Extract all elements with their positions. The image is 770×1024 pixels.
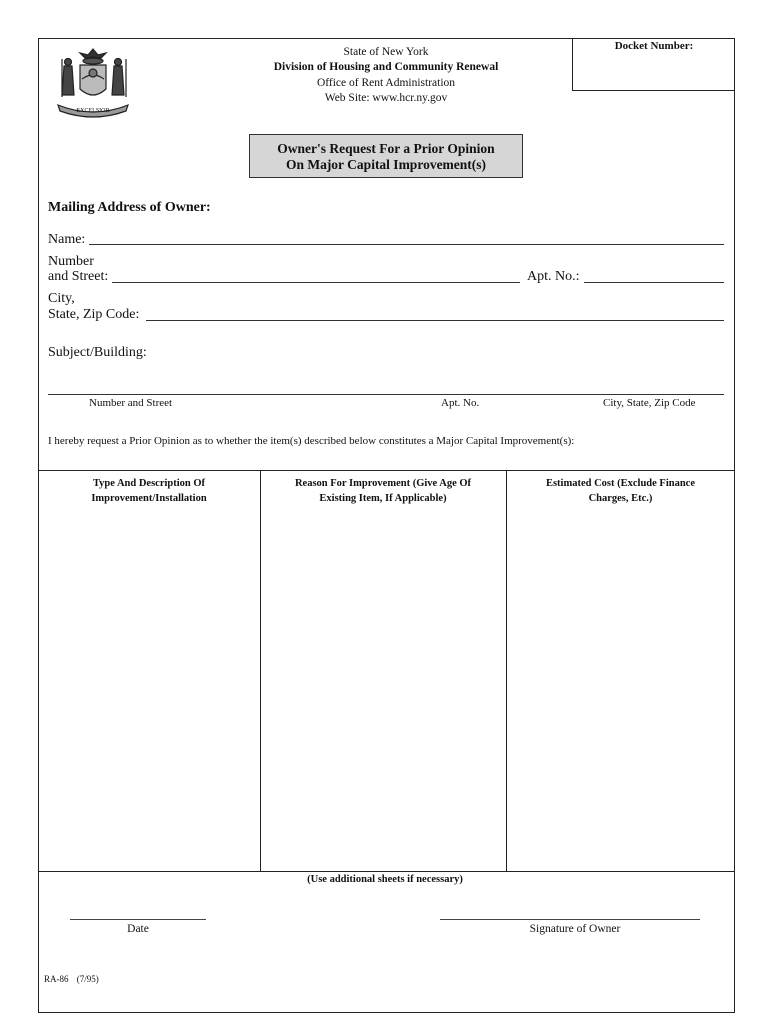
estimated-cost-entry-area[interactable] [507,508,735,870]
subject-building-input-line[interactable] [48,394,724,395]
owner-apt-label: Apt. No.: [527,269,580,284]
number-label: Number [48,254,94,269]
col-cost-header-line1: Estimated Cost (Exclude Finance [545,478,696,489]
agency-state: State of New York [343,46,429,58]
additional-sheets-note: (Use additional sheets if necessary) [307,874,463,885]
agency-website: Web Site: www.hcr.ny.gov [324,91,448,104]
form-code: RA-86 (7/95) [44,974,99,984]
col-reason-header-line1: Reason For Improvement (Give Age Of [294,478,472,489]
table-top-border [38,470,735,471]
col-type-header-line1: Type And Description Of [92,478,206,489]
request-statement: I hereby request a Prior Opinion as to whether the item(s) described below constitutes a Major Capital Improvement(s): [48,435,575,447]
docket-number-field[interactable] [572,38,735,91]
building-street-caption: Number and Street [89,397,173,409]
state-seal-icon [50,45,136,121]
form-title-line2: On Major Capital Improvement(s) [285,156,487,172]
owner-signature-line[interactable] [440,919,700,920]
owner-signature-label: Signature of Owner [529,923,621,935]
owner-apt-input-line[interactable] [584,282,724,283]
name-label: Name: [48,232,86,247]
svg-text:EXCELSIOR: EXCELSIOR [76,108,110,114]
city-label: City, [48,291,75,306]
form-title [249,134,523,178]
docket-number-label: Docket Number: [614,40,694,52]
col-cost-header-line2: Charges, Etc.) [588,493,653,504]
agency-header [255,45,517,106]
street-input-line[interactable] [112,282,520,283]
agency-division: Division of Housing and Community Renewal [273,61,499,74]
table-bottom-border [38,871,735,872]
name-input-line[interactable] [89,244,724,245]
col-type-description-header [38,476,260,506]
street-label: and Street: [48,269,109,284]
subject-building-label: Subject/Building: [48,345,147,360]
building-city-caption: City, State, Zip Code [603,397,696,409]
building-apt-caption: Apt. No. [441,397,480,409]
col-estimated-cost-header [506,476,735,506]
city-state-zip-input-line[interactable] [146,320,724,321]
col-type-header-line2: Improvement/Installation [91,493,207,504]
date-label: Date [127,923,149,935]
date-input-line[interactable] [70,919,206,920]
agency-office: Office of Rent Administration [316,76,456,89]
type-description-entry-area[interactable] [38,508,260,870]
reason-entry-area[interactable] [261,508,506,870]
col-reason-header [260,476,506,506]
form-title-line1: Owner's Request For a Prior Opinion [277,141,495,156]
owner-address-heading: Mailing Address of Owner: [48,200,211,215]
col-reason-header-line2: Existing Item, If Applicable) [319,493,447,504]
state-zip-label: State, Zip Code: [48,307,140,322]
